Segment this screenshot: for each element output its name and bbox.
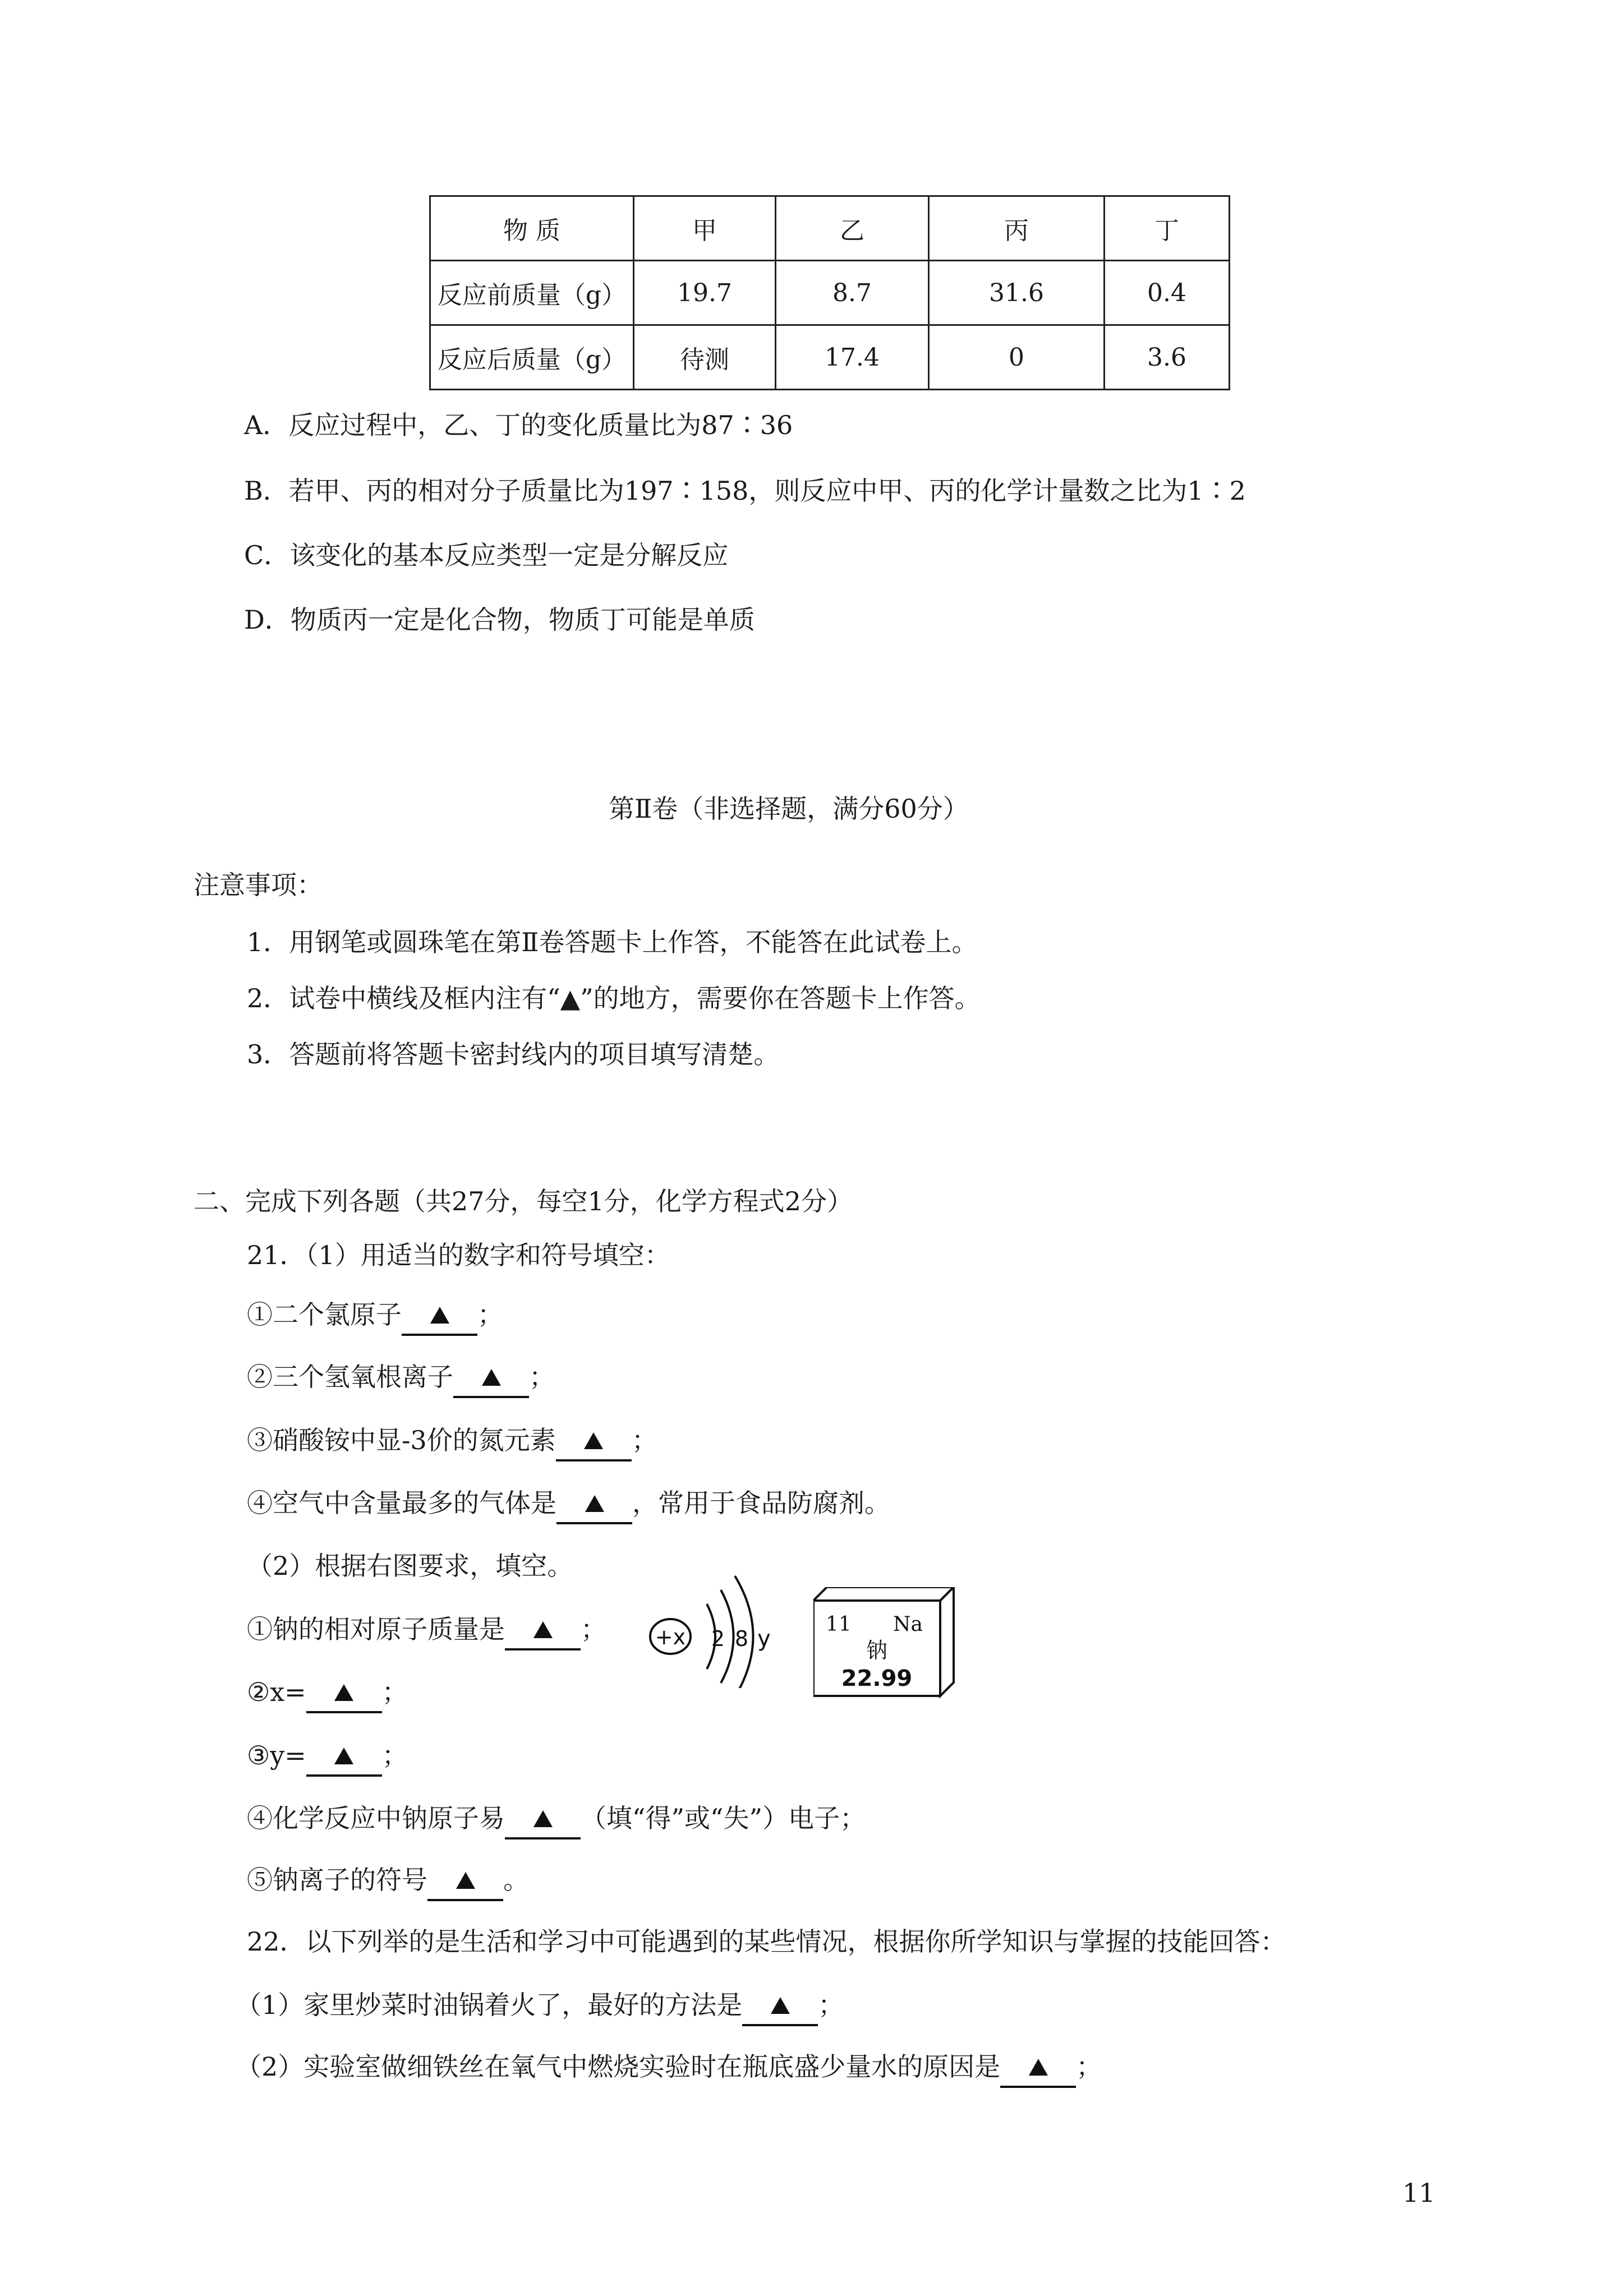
triangle-icon — [585, 1495, 604, 1512]
answer-blank[interactable] — [505, 1618, 581, 1650]
answer-blank[interactable] — [306, 1744, 382, 1777]
table-cell: 0 — [929, 325, 1105, 390]
item-text: ⑤钠离子的符号 — [247, 1865, 427, 1895]
item-text: ②x= — [247, 1677, 306, 1707]
q21-1-item — [247, 1298, 503, 1336]
item-text: ； — [381, 1677, 408, 1707]
answer-blank[interactable] — [556, 1429, 632, 1461]
q21-1-item — [247, 1360, 555, 1398]
answer-blank[interactable] — [742, 1994, 818, 2026]
triangle-icon — [584, 1432, 603, 1449]
answer-blank[interactable] — [556, 1492, 632, 1524]
table-header-cell: 丙 — [929, 196, 1105, 261]
item-text: （2）实验室做细铁丝在氧气中燃烧实验时在瓶底盛少量水的原因是 — [236, 2051, 1001, 2082]
item-text: ①钠的相对原子质量是 — [247, 1614, 505, 1644]
q21-2-item — [247, 1801, 866, 1839]
atomic-number: 11 — [826, 1613, 852, 1636]
mass-table — [429, 195, 1230, 390]
sodium-element-card — [813, 1587, 970, 1699]
part2-heading: 二、完成下列各题（共27分，每空1分，化学方程式2分） — [194, 1186, 853, 1216]
item-text: ； — [529, 1362, 555, 1392]
item-text: ④化学反应中钠原子易 — [247, 1803, 505, 1833]
element-symbol: Na — [893, 1613, 923, 1636]
table-cell: 19.7 — [634, 261, 776, 325]
triangle-icon — [482, 1369, 501, 1386]
section-title: 第Ⅱ卷（非选择题，满分60分） — [609, 794, 969, 824]
table-cell: 待测 — [634, 325, 776, 390]
item-text: ③y= — [247, 1740, 306, 1771]
card-side-face — [940, 1587, 954, 1696]
table-header-cell: 物 质 — [430, 196, 634, 261]
item-text: ，常用于食品防腐剂。 — [632, 1488, 890, 1518]
triangle-icon — [1029, 2059, 1048, 2076]
option-a: A．反应过程中，乙、丁的变化质量比为87∶36 — [244, 410, 793, 440]
nucleus-charge: +x — [655, 1625, 686, 1649]
q21-intro: 21．（1）用适当的数字和符号填空： — [247, 1240, 670, 1270]
q22-item — [236, 2050, 1102, 2088]
shell-electrons: 8 — [734, 1626, 749, 1651]
q21-intro2: （2）根据右图要求，填空。 — [247, 1551, 573, 1581]
element-name: 钠 — [866, 1638, 888, 1663]
triangle-icon — [334, 1748, 353, 1764]
shell-electrons: y — [757, 1626, 771, 1652]
triangle-icon — [334, 1684, 353, 1701]
table-cell: 0.4 — [1105, 261, 1230, 325]
answer-blank[interactable] — [427, 1869, 503, 1901]
table-header-cell: 乙 — [776, 196, 929, 261]
item-text: （1）家里炒菜时油锅着火了，最好的方法是 — [236, 1990, 743, 2020]
page-number: 11 — [1402, 2178, 1436, 2208]
answer-blank[interactable] — [1000, 2055, 1076, 2088]
note-item: 3．答题前将答题卡密封线内的项目填写清楚。 — [247, 1039, 780, 1069]
card-top-face — [813, 1587, 954, 1601]
option-b: B．若甲、丙的相对分子质量比为197∶158，则反应中甲、丙的化学计量数之比为1∶2 — [244, 476, 1246, 506]
triangle-icon — [456, 1872, 475, 1889]
table-cell: 17.4 — [776, 325, 929, 390]
table-row — [430, 325, 1230, 390]
item-text: ②三个氢氧根离子 — [247, 1362, 453, 1392]
q21-1-item — [247, 1486, 890, 1524]
answer-blank[interactable] — [453, 1366, 529, 1398]
table-header-cell: 甲 — [634, 196, 776, 261]
q22-intro: 22．以下列举的是生活和学习中可能遇到的某些情况，根据你所学知识与掌握的技能回答： — [247, 1926, 1286, 1957]
table-cell: 反应前质量（g） — [430, 261, 634, 325]
item-text: ③硝酸铵中显-3价的氮元素 — [247, 1425, 556, 1455]
atomic-mass: 22.99 — [841, 1666, 913, 1691]
answer-blank[interactable] — [505, 1807, 581, 1839]
note-item: 2．试卷中横线及框内注有“▲”的地方，需要你在答题卡上作答。 — [247, 983, 981, 1013]
q21-2-item — [247, 1863, 529, 1901]
answer-blank[interactable] — [402, 1303, 477, 1336]
answer-blank[interactable] — [306, 1681, 382, 1713]
q21-2-item — [247, 1612, 606, 1650]
item-text: ； — [477, 1299, 503, 1330]
table-cell: 8.7 — [776, 261, 929, 325]
triangle-icon — [430, 1307, 449, 1324]
triangle-icon — [771, 1997, 790, 2014]
item-text: ； — [818, 1990, 844, 2020]
q21-2-item — [247, 1739, 408, 1777]
item-text: ； — [1076, 2051, 1102, 2082]
item-text: 。 — [503, 1865, 529, 1895]
q21-1-item — [247, 1423, 657, 1461]
table-cell: 31.6 — [929, 261, 1105, 325]
item-text: ； — [581, 1614, 606, 1644]
item-text: （填“得”或“失”）电子； — [581, 1803, 866, 1833]
item-text: ； — [631, 1425, 657, 1455]
note-item: 1．用钢笔或圆珠笔在第Ⅱ卷答题卡上作答，不能答在此试卷上。 — [247, 927, 978, 957]
option-d: D．物质丙一定是化合物，物质丁可能是单质 — [244, 605, 755, 635]
table-row — [430, 261, 1230, 325]
table-header-row — [430, 196, 1230, 261]
q22-item — [236, 1988, 844, 2026]
shell-electrons: 2 — [711, 1626, 725, 1651]
table-header-cell: 丁 — [1105, 196, 1230, 261]
table-cell: 反应后质量（g） — [430, 325, 634, 390]
triangle-icon — [533, 1810, 553, 1827]
notes-heading: 注意事项： — [194, 870, 323, 900]
item-text: ④空气中含量最多的气体是 — [247, 1488, 556, 1518]
option-c: C．该变化的基本反应类型一定是分解反应 — [244, 540, 729, 570]
item-text: ； — [381, 1740, 408, 1771]
table-cell: 3.6 — [1105, 325, 1230, 390]
q21-2-item — [247, 1675, 408, 1713]
item-text: ①二个氯原子 — [247, 1299, 402, 1330]
triangle-icon — [533, 1621, 553, 1638]
